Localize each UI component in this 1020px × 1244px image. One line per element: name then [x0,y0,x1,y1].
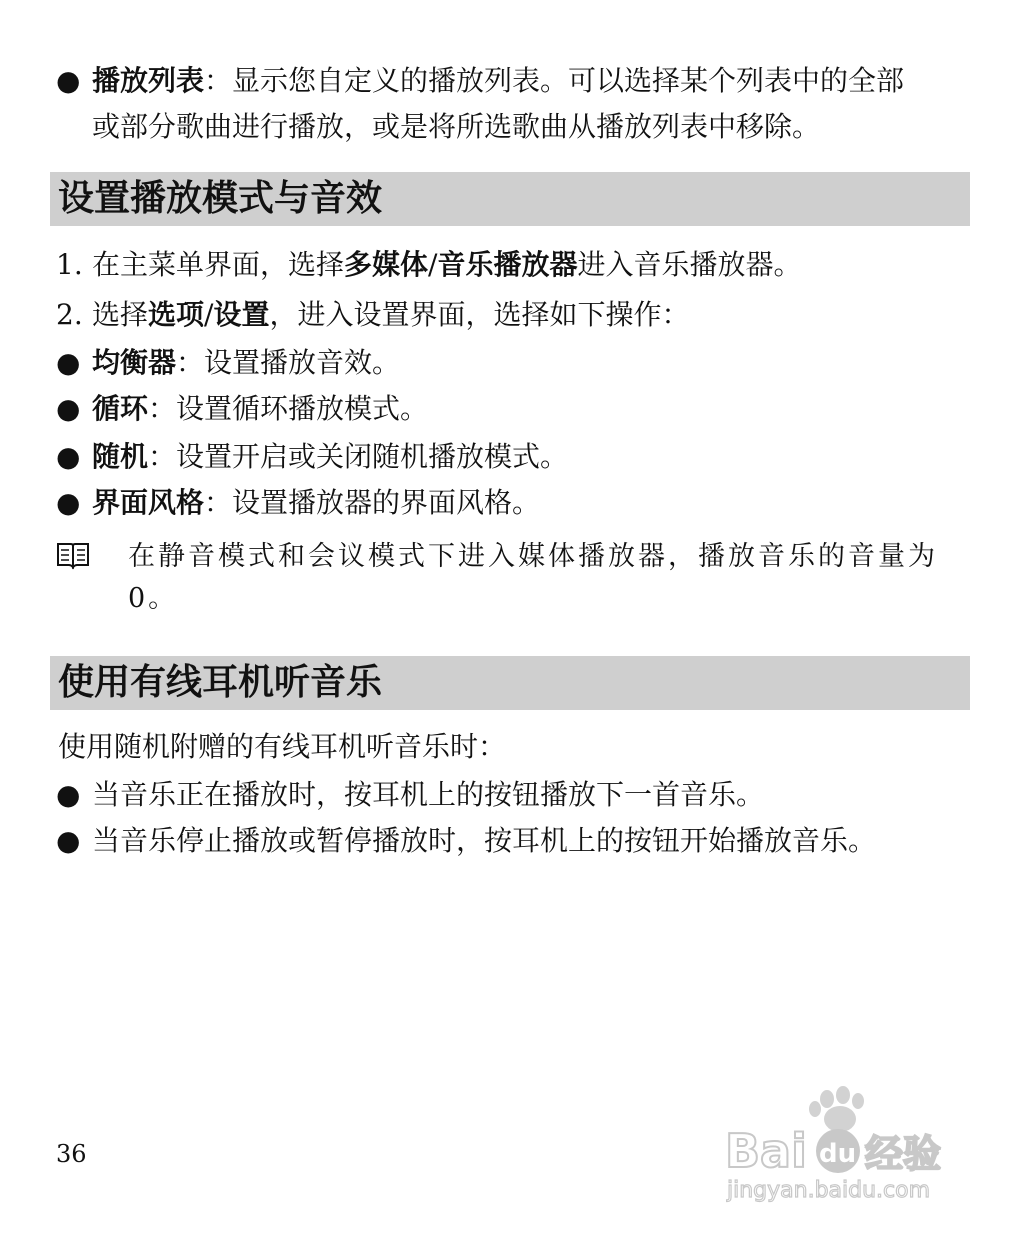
step-number: 2. [56,298,83,331]
step-separator: / [204,298,214,331]
bullet-dot: ● [56,346,81,379]
bullet-shuffle [92,434,568,480]
bullet-dot: ● [56,824,81,857]
bullet-term: 播放列表 [92,64,205,97]
bullet-playlist [92,58,904,104]
step-number: 1. [56,248,83,281]
bullet-dot: ● [56,486,81,519]
bullet-text: ：设置开启或关闭随机播放模式。 [148,440,569,473]
svg-text:经验: 经验 [865,1132,942,1176]
bullet-next-track: 当音乐正在播放时，按耳机上的按钮播放下一首音乐。 [92,778,765,811]
bullet-text: ：设置循环播放模式。 [148,392,429,425]
svg-text:jingyan.baidu.com: jingyan.baidu.com [727,1178,931,1203]
bullet-text: ：显示您自定义的播放列表。可以选择某个列表中的全部 [204,64,905,97]
bullet-skin [92,480,540,526]
bullet-term: 界面风格 [92,486,205,519]
section-heading-text: 设置播放模式与音效 [58,178,383,219]
bullet-text: ：设置播放音效。 [176,346,401,379]
step-text: 选择 [92,298,149,331]
bullet-playlist-cont: 或部分歌曲进行播放，或是将所选歌曲从播放列表中移除。 [92,110,821,143]
section-intro: 使用随机附赠的有线耳机听音乐时： [58,730,507,763]
bullet-loop [92,386,428,432]
section-heading-headset [50,656,970,710]
note-text-cont: 0。 [128,583,179,614]
step-menu-term: 多媒体 [344,248,429,281]
svg-text:du: du [819,1139,857,1169]
note-text: 在静音模式和会议模式下进入媒体播放器，播放音乐的音量为 [128,541,938,572]
bullet-term: 随机 [92,440,149,473]
step-menu-term: 音乐播放器 [437,248,578,281]
bullet-text: ：设置播放器的界面风格。 [204,486,541,519]
step-text: 在主菜单界面，选择 [92,248,345,281]
step-menu-term: 选项 [148,298,205,331]
note-book-icon [56,540,90,570]
bullet-dot: ● [56,64,81,97]
bullet-term: 循环 [92,392,149,425]
step-1 [92,242,802,288]
step-separator: / [428,248,438,281]
svg-text:Bai: Bai [725,1124,807,1178]
step-menu-term: 设置 [213,298,270,331]
bullet-dot: ● [56,392,81,425]
baidu-jingyan-watermark-logo [715,1085,975,1215]
step-2 [92,292,690,338]
bullet-equalizer [92,340,400,386]
page-number: 36 [56,1140,87,1168]
bullet-term: 均衡器 [92,346,177,379]
section-heading-text: 使用有线耳机听音乐 [58,662,383,703]
step-text: 进入音乐播放器。 [577,248,802,281]
bullet-dot: ● [56,440,81,473]
bullet-dot: ● [56,778,81,811]
section-heading-play-mode [50,172,970,226]
bullet-play-music: 当音乐停止播放或暂停播放时，按耳机上的按钮开始播放音乐。 [92,824,877,857]
step-text: ，进入设置界面，选择如下操作： [269,298,690,331]
